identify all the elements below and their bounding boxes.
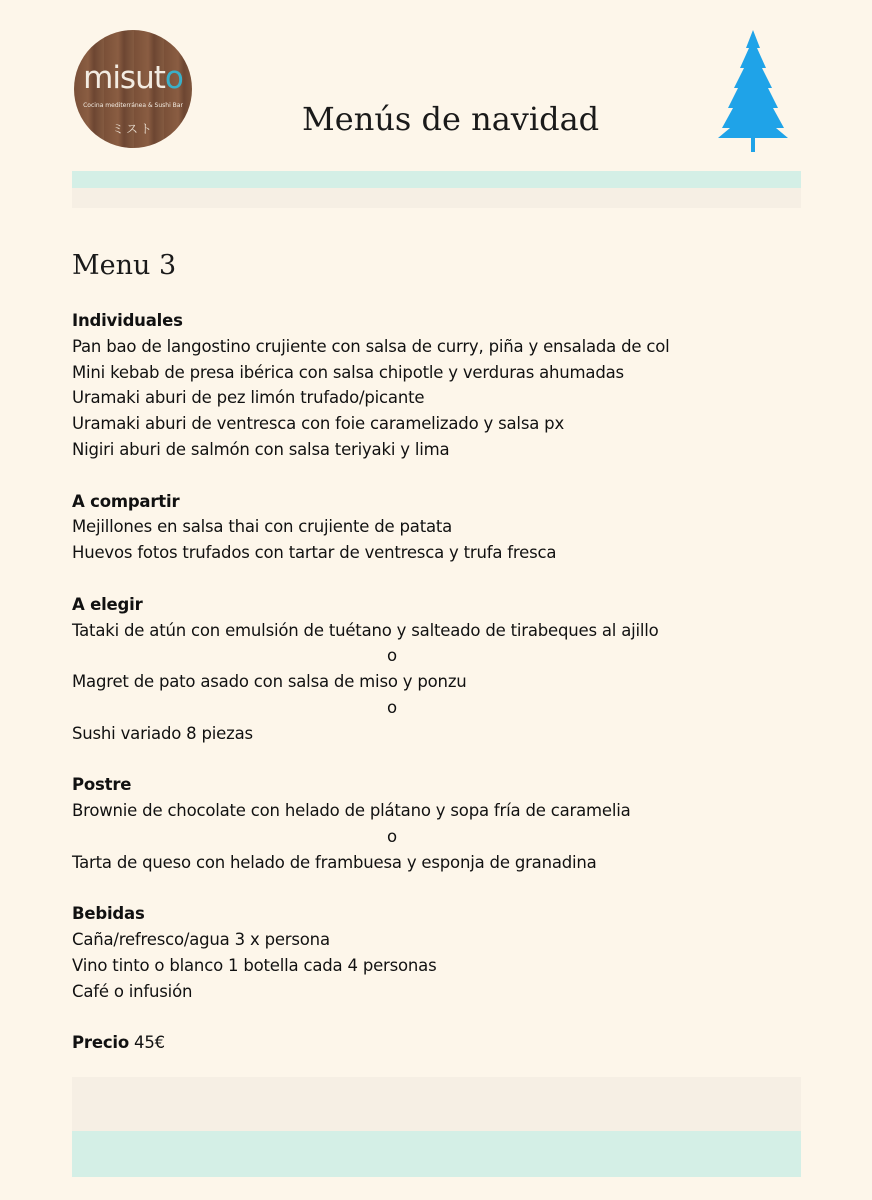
page-title: Menús de navidad	[302, 100, 600, 138]
section-heading: A elegir	[72, 594, 143, 614]
or-separator: o	[387, 646, 397, 666]
menu-item: Magret de pato asado con salsa de miso y ponzu	[72, 672, 467, 692]
header-band-teal	[72, 171, 801, 188]
menu-item: Mejillones en salsa thai con crujiente de patata	[72, 517, 453, 537]
menu-item: Huevos fotos trufados con tartar de ventresca y trufa fresca	[72, 543, 557, 563]
restaurant-logo	[74, 30, 192, 148]
section-heading: A compartir	[72, 491, 180, 511]
menu-content	[72, 308, 792, 1056]
menu-item: Tataki de atún con emulsión de tuétano y salteado de tirabeques al ajillo	[72, 620, 659, 640]
menu-item: Vino tinto o blanco 1 botella cada 4 personas	[72, 955, 437, 975]
logo-brand: misut	[83, 60, 165, 96]
menu-item: Uramaki aburi de pez limón trufado/picante	[72, 388, 425, 408]
section-heading: Postre	[72, 775, 132, 795]
price-label: Precio	[72, 1033, 129, 1053]
or-separator: o	[387, 826, 397, 846]
logo-brand-dot: o	[164, 60, 183, 96]
menu-item: Café o infusión	[72, 981, 193, 1001]
logo-kana: ミスト	[111, 122, 154, 136]
menu-item: Sushi variado 8 piezas	[72, 723, 253, 743]
menu-item: Uramaki aburi de ventresca con foie caramelizado y salsa px	[72, 414, 565, 434]
section-compartir	[72, 489, 792, 566]
menu-item: Caña/refresco/agua 3 x persona	[72, 930, 330, 950]
section-heading: Bebidas	[72, 904, 145, 924]
menu-title: Menu 3	[72, 250, 177, 281]
header-band-cream	[72, 188, 801, 208]
menu-item: Pan bao de langostino crujiente con salsa de curry, piña y ensalada de col	[72, 336, 670, 356]
or-separator: o	[387, 697, 397, 717]
price-value: 45€	[134, 1033, 165, 1053]
section-bebidas	[72, 901, 792, 1004]
section-individuales	[72, 308, 792, 463]
footer-band-cream	[72, 1077, 801, 1131]
footer-band-teal	[72, 1131, 801, 1177]
menu-item: Brownie de chocolate con helado de plátano y sopa fría de caramelia	[72, 801, 631, 821]
menu-item: Tarta de queso con helado de frambuesa y esponja de granadina	[72, 852, 597, 872]
menu-item: Nigiri aburi de salmón con salsa teriyaki y lima	[72, 439, 450, 459]
logo-tagline: Cocina mediterránea & Sushi Bar	[83, 102, 183, 109]
christmas-tree-icon	[716, 30, 790, 154]
section-elegir	[72, 592, 792, 747]
menu-item: Mini kebab de presa ibérica con salsa chipotle y verduras ahumadas	[72, 362, 624, 382]
section-heading: Individuales	[72, 311, 183, 330]
price-line	[72, 1030, 792, 1056]
section-postre	[72, 772, 792, 875]
